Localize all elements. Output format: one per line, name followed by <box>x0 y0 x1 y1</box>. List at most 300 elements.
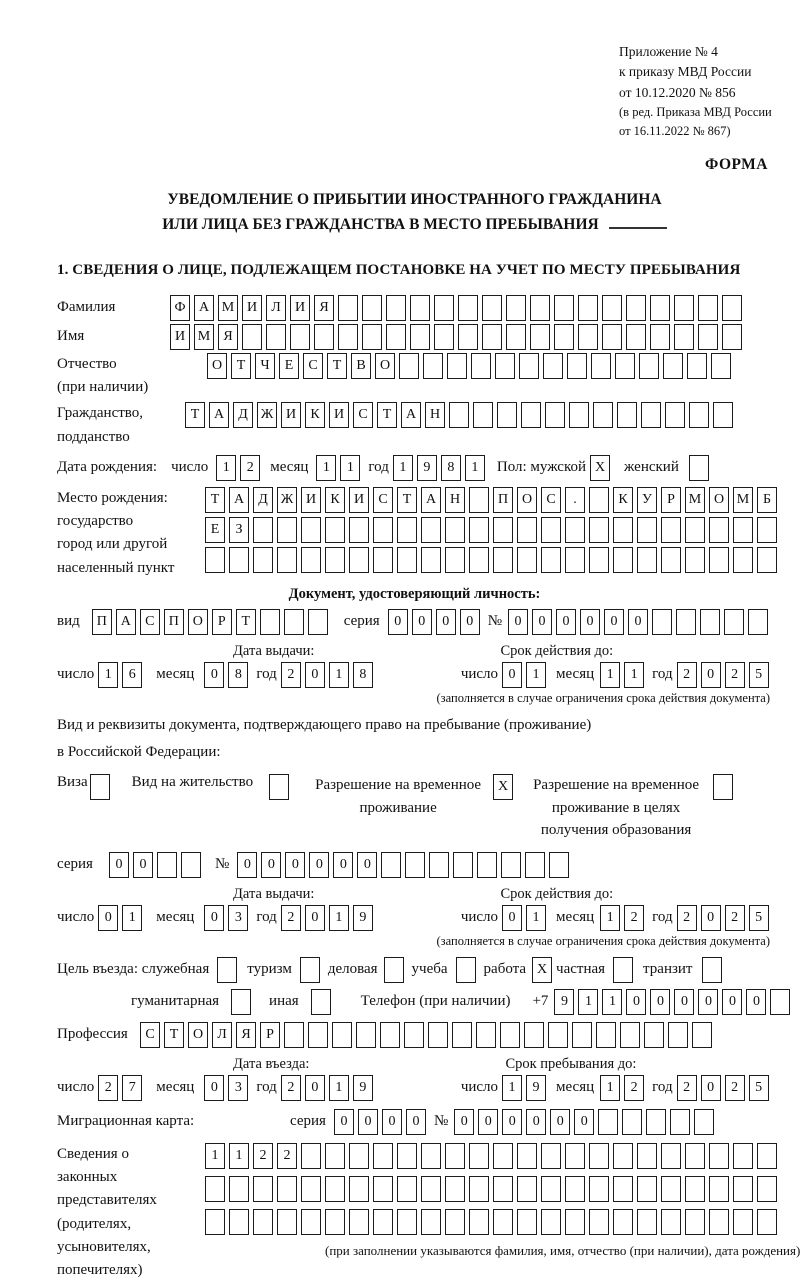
char-cell[interactable] <box>770 989 790 1015</box>
char-cell[interactable]: 0 <box>532 609 552 635</box>
char-cell[interactable] <box>338 295 358 321</box>
char-cell[interactable] <box>458 324 478 350</box>
char-cell[interactable]: 3 <box>228 905 248 931</box>
char-cell[interactable]: Т <box>377 402 397 428</box>
char-cell[interactable] <box>589 1176 609 1202</box>
char-cell[interactable]: Н <box>445 487 465 513</box>
char-cell[interactable] <box>639 353 659 379</box>
char-cell[interactable] <box>205 1176 225 1202</box>
char-cell[interactable] <box>626 295 646 321</box>
char-cell[interactable] <box>428 1022 448 1048</box>
checkbox-cell[interactable] <box>456 957 476 983</box>
char-cell[interactable] <box>380 1022 400 1048</box>
char-cell[interactable]: 0 <box>454 1109 474 1135</box>
checkbox-cell[interactable]: X <box>493 774 513 800</box>
char-cell[interactable]: 1 <box>578 989 598 1015</box>
char-cell[interactable] <box>517 1209 537 1235</box>
char-cell[interactable] <box>589 487 609 513</box>
char-cell[interactable]: 2 <box>98 1075 118 1101</box>
char-cell[interactable] <box>349 1209 369 1235</box>
checkbox-cell[interactable] <box>300 957 320 983</box>
char-cell[interactable]: А <box>229 487 249 513</box>
char-cell[interactable]: 0 <box>204 1075 224 1101</box>
char-cell[interactable] <box>284 1022 304 1048</box>
char-cell[interactable]: Ч <box>255 353 275 379</box>
char-cell[interactable]: З <box>229 517 249 543</box>
char-cell[interactable] <box>410 324 430 350</box>
char-cell[interactable] <box>545 402 565 428</box>
char-cell[interactable] <box>541 1176 561 1202</box>
char-cell[interactable] <box>569 402 589 428</box>
char-cell[interactable] <box>722 324 742 350</box>
char-cell[interactable]: 1 <box>393 455 413 481</box>
char-cell[interactable]: 0 <box>526 1109 546 1135</box>
char-cell[interactable] <box>613 517 633 543</box>
char-cell[interactable] <box>543 353 563 379</box>
char-cell[interactable] <box>445 517 465 543</box>
char-cell[interactable] <box>277 1209 297 1235</box>
char-cell[interactable] <box>519 353 539 379</box>
char-cell[interactable]: 0 <box>701 1075 721 1101</box>
char-cell[interactable]: 2 <box>725 905 745 931</box>
char-cell[interactable] <box>356 1022 376 1048</box>
char-cell[interactable]: А <box>116 609 136 635</box>
char-cell[interactable]: 0 <box>604 609 624 635</box>
char-cell[interactable]: К <box>613 487 633 513</box>
checkbox-cell[interactable] <box>311 989 331 1015</box>
char-cell[interactable] <box>386 324 406 350</box>
checkbox-cell[interactable]: X <box>590 455 610 481</box>
char-cell[interactable] <box>646 1109 666 1135</box>
char-cell[interactable] <box>685 517 705 543</box>
char-cell[interactable]: 0 <box>406 1109 426 1135</box>
char-cell[interactable]: 1 <box>624 662 644 688</box>
char-cell[interactable]: 9 <box>554 989 574 1015</box>
char-cell[interactable]: 0 <box>436 609 456 635</box>
char-cell[interactable] <box>565 517 585 543</box>
char-cell[interactable] <box>493 1176 513 1202</box>
char-cell[interactable] <box>253 517 273 543</box>
char-cell[interactable]: 2 <box>253 1143 273 1169</box>
char-cell[interactable] <box>452 1022 472 1048</box>
char-cell[interactable]: 2 <box>725 662 745 688</box>
char-cell[interactable] <box>506 295 526 321</box>
char-cell[interactable] <box>473 402 493 428</box>
char-cell[interactable]: И <box>349 487 369 513</box>
char-cell[interactable]: 1 <box>122 905 142 931</box>
char-cell[interactable]: 9 <box>353 905 373 931</box>
char-cell[interactable] <box>711 353 731 379</box>
char-cell[interactable] <box>565 1176 585 1202</box>
char-cell[interactable] <box>434 324 454 350</box>
char-cell[interactable] <box>637 547 657 573</box>
char-cell[interactable]: 0 <box>382 1109 402 1135</box>
checkbox-cell[interactable] <box>689 455 709 481</box>
char-cell[interactable] <box>325 1143 345 1169</box>
char-cell[interactable] <box>399 353 419 379</box>
checkbox-cell[interactable] <box>702 957 722 983</box>
char-cell[interactable]: 1 <box>502 1075 522 1101</box>
char-cell[interactable]: 0 <box>574 1109 594 1135</box>
char-cell[interactable] <box>517 1143 537 1169</box>
char-cell[interactable] <box>661 1176 681 1202</box>
char-cell[interactable] <box>589 517 609 543</box>
char-cell[interactable] <box>373 517 393 543</box>
char-cell[interactable] <box>445 1209 465 1235</box>
char-cell[interactable] <box>301 1209 321 1235</box>
char-cell[interactable]: И <box>281 402 301 428</box>
char-cell[interactable] <box>397 517 417 543</box>
char-cell[interactable] <box>733 517 753 543</box>
char-cell[interactable]: 0 <box>650 989 670 1015</box>
char-cell[interactable]: 8 <box>353 662 373 688</box>
char-cell[interactable] <box>349 547 369 573</box>
char-cell[interactable] <box>663 353 683 379</box>
char-cell[interactable] <box>493 517 513 543</box>
char-cell[interactable] <box>410 295 430 321</box>
char-cell[interactable]: Р <box>260 1022 280 1048</box>
char-cell[interactable] <box>453 852 473 878</box>
char-cell[interactable] <box>421 1209 441 1235</box>
char-cell[interactable] <box>694 1109 714 1135</box>
char-cell[interactable] <box>733 1143 753 1169</box>
char-cell[interactable] <box>757 1143 777 1169</box>
char-cell[interactable] <box>670 1109 690 1135</box>
char-cell[interactable] <box>229 1209 249 1235</box>
char-cell[interactable]: 1 <box>316 455 336 481</box>
char-cell[interactable] <box>349 1143 369 1169</box>
char-cell[interactable] <box>290 324 310 350</box>
char-cell[interactable]: 0 <box>502 662 522 688</box>
char-cell[interactable] <box>260 609 280 635</box>
char-cell[interactable] <box>665 402 685 428</box>
char-cell[interactable] <box>541 547 561 573</box>
char-cell[interactable] <box>429 852 449 878</box>
char-cell[interactable] <box>349 517 369 543</box>
char-cell[interactable] <box>733 547 753 573</box>
char-cell[interactable]: 0 <box>698 989 718 1015</box>
char-cell[interactable]: 0 <box>388 609 408 635</box>
char-cell[interactable] <box>404 1022 424 1048</box>
char-cell[interactable] <box>373 547 393 573</box>
char-cell[interactable] <box>685 1209 705 1235</box>
char-cell[interactable] <box>501 852 521 878</box>
char-cell[interactable]: К <box>325 487 345 513</box>
char-cell[interactable] <box>698 295 718 321</box>
char-cell[interactable] <box>524 1022 544 1048</box>
char-cell[interactable]: 0 <box>502 905 522 931</box>
char-cell[interactable] <box>661 1143 681 1169</box>
char-cell[interactable] <box>650 324 670 350</box>
char-cell[interactable]: А <box>401 402 421 428</box>
char-cell[interactable]: 1 <box>216 455 236 481</box>
char-cell[interactable]: К <box>305 402 325 428</box>
char-cell[interactable]: 2 <box>281 662 301 688</box>
char-cell[interactable] <box>445 1143 465 1169</box>
char-cell[interactable] <box>476 1022 496 1048</box>
char-cell[interactable] <box>757 547 777 573</box>
char-cell[interactable]: 0 <box>628 609 648 635</box>
char-cell[interactable] <box>397 1176 417 1202</box>
char-cell[interactable] <box>157 852 177 878</box>
char-cell[interactable]: 0 <box>333 852 353 878</box>
char-cell[interactable]: 1 <box>600 662 620 688</box>
char-cell[interactable] <box>757 1209 777 1235</box>
checkbox-cell[interactable] <box>613 957 633 983</box>
char-cell[interactable] <box>242 324 262 350</box>
char-cell[interactable] <box>549 852 569 878</box>
char-cell[interactable] <box>713 402 733 428</box>
char-cell[interactable]: 0 <box>508 609 528 635</box>
char-cell[interactable] <box>447 353 467 379</box>
char-cell[interactable]: И <box>242 295 262 321</box>
char-cell[interactable] <box>253 1209 273 1235</box>
char-cell[interactable] <box>733 1176 753 1202</box>
char-cell[interactable] <box>517 1176 537 1202</box>
char-cell[interactable]: С <box>353 402 373 428</box>
char-cell[interactable]: И <box>290 295 310 321</box>
char-cell[interactable] <box>591 353 611 379</box>
char-cell[interactable]: 2 <box>677 1075 697 1101</box>
char-cell[interactable]: 0 <box>305 1075 325 1101</box>
char-cell[interactable] <box>598 1109 618 1135</box>
char-cell[interactable] <box>589 1143 609 1169</box>
char-cell[interactable] <box>709 517 729 543</box>
char-cell[interactable]: 0 <box>309 852 329 878</box>
char-cell[interactable]: Д <box>233 402 253 428</box>
char-cell[interactable] <box>517 517 537 543</box>
char-cell[interactable] <box>266 324 286 350</box>
char-cell[interactable]: 1 <box>98 662 118 688</box>
char-cell[interactable]: 0 <box>305 662 325 688</box>
char-cell[interactable]: 0 <box>237 852 257 878</box>
checkbox-cell[interactable] <box>269 774 289 800</box>
char-cell[interactable] <box>589 547 609 573</box>
char-cell[interactable]: 1 <box>526 905 546 931</box>
char-cell[interactable] <box>253 547 273 573</box>
char-cell[interactable] <box>685 1143 705 1169</box>
char-cell[interactable] <box>613 1176 633 1202</box>
char-cell[interactable] <box>301 517 321 543</box>
char-cell[interactable]: Я <box>314 295 334 321</box>
char-cell[interactable] <box>709 1143 729 1169</box>
char-cell[interactable] <box>445 547 465 573</box>
char-cell[interactable] <box>434 295 454 321</box>
char-cell[interactable]: Д <box>253 487 273 513</box>
char-cell[interactable] <box>469 1176 489 1202</box>
char-cell[interactable] <box>548 1022 568 1048</box>
char-cell[interactable] <box>325 1176 345 1202</box>
char-cell[interactable]: Т <box>164 1022 184 1048</box>
char-cell[interactable]: Т <box>185 402 205 428</box>
char-cell[interactable] <box>617 402 637 428</box>
char-cell[interactable] <box>205 1209 225 1235</box>
char-cell[interactable] <box>709 1176 729 1202</box>
char-cell[interactable] <box>325 517 345 543</box>
char-cell[interactable] <box>449 402 469 428</box>
char-cell[interactable] <box>421 517 441 543</box>
char-cell[interactable]: Е <box>279 353 299 379</box>
char-cell[interactable] <box>674 324 694 350</box>
char-cell[interactable] <box>349 1176 369 1202</box>
char-cell[interactable]: 1 <box>229 1143 249 1169</box>
char-cell[interactable]: М <box>685 487 705 513</box>
char-cell[interactable] <box>229 1176 249 1202</box>
char-cell[interactable] <box>661 547 681 573</box>
char-cell[interactable] <box>530 324 550 350</box>
char-cell[interactable] <box>525 852 545 878</box>
char-cell[interactable] <box>596 1022 616 1048</box>
char-cell[interactable]: Т <box>205 487 225 513</box>
char-cell[interactable]: 1 <box>329 905 349 931</box>
char-cell[interactable] <box>668 1022 688 1048</box>
char-cell[interactable]: А <box>209 402 229 428</box>
char-cell[interactable]: 2 <box>677 905 697 931</box>
char-cell[interactable]: Т <box>231 353 251 379</box>
char-cell[interactable] <box>325 547 345 573</box>
char-cell[interactable] <box>565 1143 585 1169</box>
char-cell[interactable]: 5 <box>749 662 769 688</box>
char-cell[interactable] <box>397 1143 417 1169</box>
char-cell[interactable]: И <box>329 402 349 428</box>
char-cell[interactable] <box>637 1209 657 1235</box>
char-cell[interactable]: Н <box>425 402 445 428</box>
char-cell[interactable]: В <box>351 353 371 379</box>
char-cell[interactable]: 6 <box>122 662 142 688</box>
char-cell[interactable] <box>622 1109 642 1135</box>
char-cell[interactable]: А <box>421 487 441 513</box>
char-cell[interactable]: 5 <box>749 1075 769 1101</box>
char-cell[interactable] <box>500 1022 520 1048</box>
char-cell[interactable] <box>421 1143 441 1169</box>
char-cell[interactable] <box>620 1022 640 1048</box>
char-cell[interactable]: 0 <box>412 609 432 635</box>
char-cell[interactable]: О <box>188 1022 208 1048</box>
char-cell[interactable]: 1 <box>465 455 485 481</box>
checkbox-cell[interactable] <box>217 957 237 983</box>
char-cell[interactable]: 0 <box>580 609 600 635</box>
char-cell[interactable] <box>332 1022 352 1048</box>
char-cell[interactable] <box>362 324 382 350</box>
char-cell[interactable]: 0 <box>204 905 224 931</box>
char-cell[interactable]: 2 <box>240 455 260 481</box>
char-cell[interactable] <box>325 1209 345 1235</box>
char-cell[interactable]: Л <box>266 295 286 321</box>
char-cell[interactable] <box>530 295 550 321</box>
checkbox-cell[interactable] <box>713 774 733 800</box>
char-cell[interactable] <box>602 324 622 350</box>
char-cell[interactable] <box>423 353 443 379</box>
char-cell[interactable]: С <box>303 353 323 379</box>
char-cell[interactable]: 9 <box>353 1075 373 1101</box>
char-cell[interactable] <box>482 324 502 350</box>
char-cell[interactable] <box>469 1143 489 1169</box>
char-cell[interactable] <box>637 517 657 543</box>
char-cell[interactable]: 0 <box>285 852 305 878</box>
char-cell[interactable] <box>554 295 574 321</box>
char-cell[interactable] <box>381 852 401 878</box>
char-cell[interactable]: 2 <box>277 1143 297 1169</box>
char-cell[interactable] <box>541 517 561 543</box>
char-cell[interactable]: П <box>164 609 184 635</box>
char-cell[interactable]: 0 <box>358 1109 378 1135</box>
char-cell[interactable]: 1 <box>329 662 349 688</box>
char-cell[interactable] <box>229 547 249 573</box>
char-cell[interactable] <box>373 1209 393 1235</box>
char-cell[interactable] <box>314 324 334 350</box>
char-cell[interactable] <box>709 1209 729 1235</box>
char-cell[interactable] <box>613 547 633 573</box>
char-cell[interactable] <box>757 517 777 543</box>
char-cell[interactable]: 2 <box>725 1075 745 1101</box>
char-cell[interactable]: О <box>709 487 729 513</box>
char-cell[interactable]: 8 <box>441 455 461 481</box>
char-cell[interactable] <box>626 324 646 350</box>
char-cell[interactable]: Я <box>236 1022 256 1048</box>
char-cell[interactable]: 0 <box>746 989 766 1015</box>
char-cell[interactable]: 0 <box>626 989 646 1015</box>
char-cell[interactable] <box>493 1143 513 1169</box>
char-cell[interactable]: Ж <box>277 487 297 513</box>
char-cell[interactable]: 0 <box>722 989 742 1015</box>
char-cell[interactable]: Л <box>212 1022 232 1048</box>
char-cell[interactable] <box>421 547 441 573</box>
char-cell[interactable] <box>722 295 742 321</box>
char-cell[interactable]: М <box>218 295 238 321</box>
char-cell[interactable]: Т <box>397 487 417 513</box>
char-cell[interactable]: 0 <box>550 1109 570 1135</box>
char-cell[interactable]: У <box>637 487 657 513</box>
char-cell[interactable]: 0 <box>674 989 694 1015</box>
char-cell[interactable]: Е <box>205 517 225 543</box>
char-cell[interactable] <box>373 1143 393 1169</box>
char-cell[interactable] <box>757 1176 777 1202</box>
char-cell[interactable]: Ф <box>170 295 190 321</box>
char-cell[interactable]: 0 <box>334 1109 354 1135</box>
char-cell[interactable] <box>589 1209 609 1235</box>
char-cell[interactable]: С <box>140 609 160 635</box>
char-cell[interactable]: Р <box>212 609 232 635</box>
char-cell[interactable]: 1 <box>526 662 546 688</box>
char-cell[interactable]: Ж <box>257 402 277 428</box>
char-cell[interactable]: Т <box>236 609 256 635</box>
char-cell[interactable] <box>308 609 328 635</box>
char-cell[interactable] <box>637 1143 657 1169</box>
char-cell[interactable]: И <box>301 487 321 513</box>
char-cell[interactable] <box>469 487 489 513</box>
char-cell[interactable] <box>338 324 358 350</box>
char-cell[interactable]: 3 <box>228 1075 248 1101</box>
char-cell[interactable]: О <box>188 609 208 635</box>
char-cell[interactable] <box>674 295 694 321</box>
char-cell[interactable]: 7 <box>122 1075 142 1101</box>
char-cell[interactable] <box>567 353 587 379</box>
char-cell[interactable] <box>497 402 517 428</box>
char-cell[interactable] <box>405 852 425 878</box>
char-cell[interactable]: 0 <box>556 609 576 635</box>
char-cell[interactable] <box>373 1176 393 1202</box>
char-cell[interactable] <box>724 609 744 635</box>
char-cell[interactable]: Р <box>661 487 681 513</box>
char-cell[interactable]: 2 <box>281 905 301 931</box>
char-cell[interactable] <box>301 547 321 573</box>
char-cell[interactable] <box>652 609 672 635</box>
char-cell[interactable] <box>644 1022 664 1048</box>
char-cell[interactable] <box>685 1176 705 1202</box>
char-cell[interactable] <box>565 547 585 573</box>
char-cell[interactable] <box>181 852 201 878</box>
char-cell[interactable]: 0 <box>460 609 480 635</box>
